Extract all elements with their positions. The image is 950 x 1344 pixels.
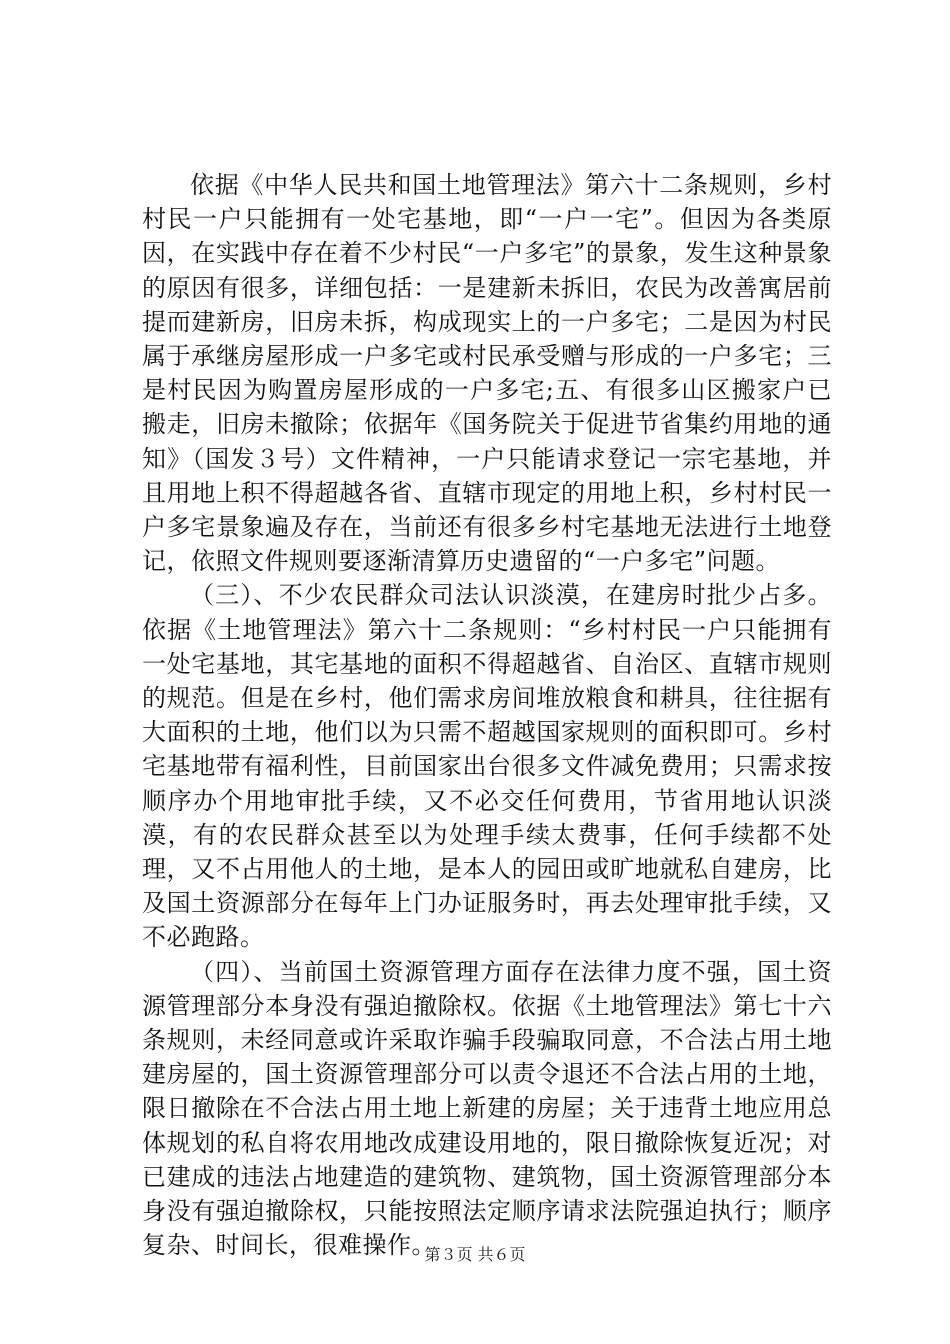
paragraph-2: （三）、不少农民群众司法认识淡漠，在建房时批少占多。依据《土地管理法》第六十二条规则：“乡村村民一户只能拥有一处宅基地，其宅基地的面积不得超越省、自治区、直辖市规则的规范。但是在乡村，他们需求房间堆放粮食和耕具，往往据有大面积的土地，他们以为只需不超越国家规则的面积即可。乡村宅基地带有福利性，目前国家出台很多文件减免费用；只需求按顺序办个用地审批手续，又不必交任何费用，节省用地认识淡漠，有的农民群众甚至以为处理手续太费事，任何手续都不处理，又不占用他人的土地，是本人的园田或旷地就私自建房，比及国土资源部分在每年上门办证服务时，再去处理审批手续，又不必跑路。	[142, 581, 832, 952]
page-number: 第３页 共６页	[424, 1245, 526, 1264]
paragraph-3: （四）、当前国土资源管理方面存在法律力度不强，国土资源管理部分本身没有强迫撤除权。依据《土地管理法》第七十六条规则，未经同意或许采取诈骗手段骗取同意，不合法占用土地建房屋的，国土资源管理部分可以责令退还不合法占用的土地，限日撤除在不合法占用土地上新建的房屋；关于违背土地应用总体规划的私自将农用地改成建设用地的，限日撤除恢复近况；对已建成的违法占地建造的建筑物、建筑物，国土资源管理部分本身没有强迫撤除权，只能按照法定顺序请求法院强迫执行；顺序复杂、时间长，很难操作。	[142, 957, 832, 1260]
page-footer	[0, 1244, 950, 1266]
document-body	[142, 168, 832, 1263]
paragraph-1: 依据《中华人民共和国土地管理法》第六十二条规则，乡村村民一户只能拥有一处宅基地，即“一户一宅”。但因为各类原因，在实践中存在着不少村民“一户多宅”的景象，发生这种景象的原因有很多，详细包括：一是建新未拆旧，农民为改善寓居前提而建新房，旧房未拆，构成现实上的一户多宅；二是因为村民属于承继房屋形成一户多宅或村民承受赠与形成的一户多宅；三是村民因为购置房屋形成的一户多宅;五、有很多山区搬家户已搬走，旧房未撤除；依据年《国务院关于促进节省集约用地的通知》（国发３号）文件精神，一户只能请求登记一宗宅基地，并且用地上积不得超越各省、直辖市现定的用地上积，乡村村民一户多宅景象遍及存在，当前还有很多乡村宅基地无法进行土地登记，依照文件规则要逐渐清算历史遗留的“一户多宅”问题。	[142, 171, 832, 576]
